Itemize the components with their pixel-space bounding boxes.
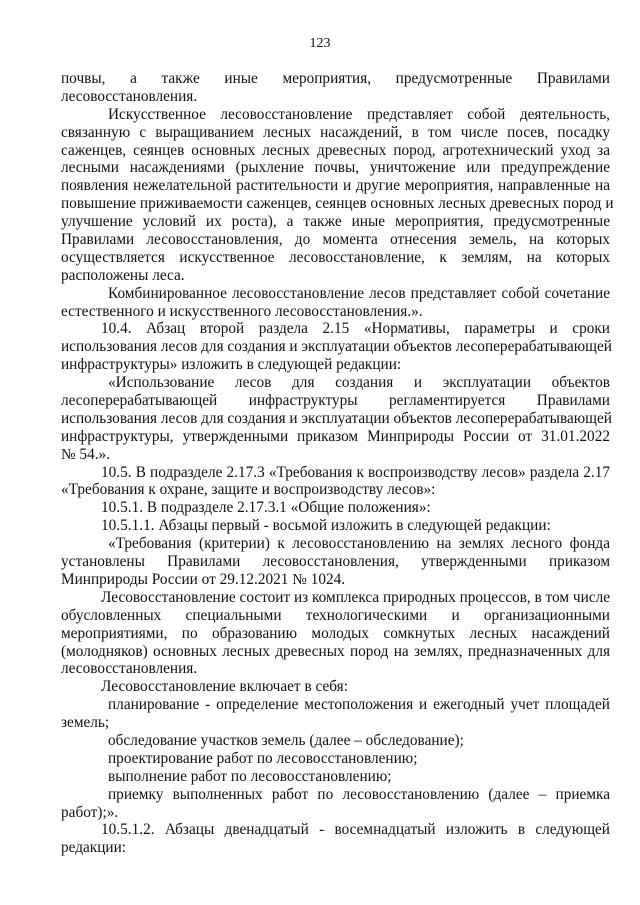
text-line: «Требования к охране, защите и воспроизводству лесов»: [61,481,436,499]
text-line: Минприроды России от 29.12.2021 № 1024. [61,570,346,588]
text-line: установлены Правилами лесовосстановления, утвержденными приказом [61,553,610,571]
text-line: Лесовосстановление состоит из комплекса природных процессов, в том числе [101,588,610,606]
text-line: приемку выполненных работ по лесовосстановлению (далее – приемка [108,785,610,803]
text-line: 10.5.1.2. Абзацы двенадцатый - восемнадцатый изложить в следующей [101,821,610,839]
text-line: лесовосстановления. [61,660,198,678]
text-line: улучшение условий их роста), а также иные мероприятия, предусмотренные [61,213,610,231]
text-line: связанную с выращиванием лесных насаждений, в том числе посев, посадку [61,123,610,141]
text-line: Лесовосстановление включает в себя: [101,678,348,696]
text-line: (молодняков) основных лесных древесных пород на землях, предназначенных для [61,642,610,660]
text-line: планирование - определение местоположения и ежегодный учет площадей [108,696,610,714]
text-line: редакции: [61,839,127,857]
text-line: Правилами лесовосстановления, до момента отнесения земель, на которых [61,231,610,249]
text-line: выполнение работ по лесовосстановлению; [108,767,392,785]
text-line: естественного и искусственного лесовосстановления.». [61,302,423,320]
text-line: саженцев, сеянцев основных лесных древесных пород, агротехнический уход за [61,141,610,159]
text-line: Комбинированное лесовосстановление лесов представляет собой сочетание [108,284,610,302]
text-line: использования лесов для создания и эксплуатации объектов лесоперерабатывающей [61,338,612,356]
text-line: мероприятиями, по образованию молодых сомкнутых лесных насаждений [61,624,610,642]
text-line: проектирование работ по лесовосстановлению; [108,749,418,767]
text-line: использования лесов для создания и эксплуатации объектов лесоперерабатывающей [61,409,612,427]
text-line: осуществляется искусственное лесовосстановление, к землям, на которых [61,248,610,266]
text-line: повышение приживаемости саженцев, сеянцев основных лесных древесных пород и [61,195,614,213]
text-line: обусловленных специальными технологическими и организационными [61,606,610,624]
text-line: 10.5.1.1. Абзацы первый - восьмой изложить в следующей редакции: [101,517,551,535]
text-line: обследование участков земель (далее – обследование); [108,731,464,749]
text-line: инфраструктуры» изложить в следующей редакции: [61,356,402,374]
text-line: Искусственное лесовосстановление представляет собой деятельность, [108,105,610,123]
text-line: земель; [61,714,110,732]
text-line: № 54.». [61,445,111,463]
page-number: 123 [309,36,331,51]
text-line: лесовосстановления. [61,87,198,105]
text-line: 10.5. В подразделе 2.17.3 «Требования к воспроизводству лесов» раздела 2.17 [101,463,610,481]
text-line: «Требования (критерии) к лесовосстановлению на землях лесного фонда [108,535,610,553]
text-line: работ);». [61,803,119,821]
text-line: инфраструктуры, утвержденными приказом Минприроды России от 31.01.2022 [61,427,610,445]
text-line: лесоперерабатывающей инфраструктуры регламентируется Правилами [61,392,610,410]
text-line: 10.5.1. В подразделе 2.17.3.1 «Общие положения»: [101,499,431,517]
text-line: лесными насаждениями (рыхление почвы, уничтожение или предупреждение [61,159,610,177]
text-line: расположены леса. [61,266,185,284]
document-body [61,70,614,857]
text-line: появления нежелательной растительности и другие мероприятия, направленные на [61,177,610,195]
text-line: «Использование лесов для создания и эксплуатации объектов [108,374,610,392]
text-line: 10.4. Абзац второй раздела 2.15 «Нормативы, параметры и сроки [101,320,610,338]
text-line: почвы, а также иные мероприятия, предусмотренные Правилами [61,70,610,87]
